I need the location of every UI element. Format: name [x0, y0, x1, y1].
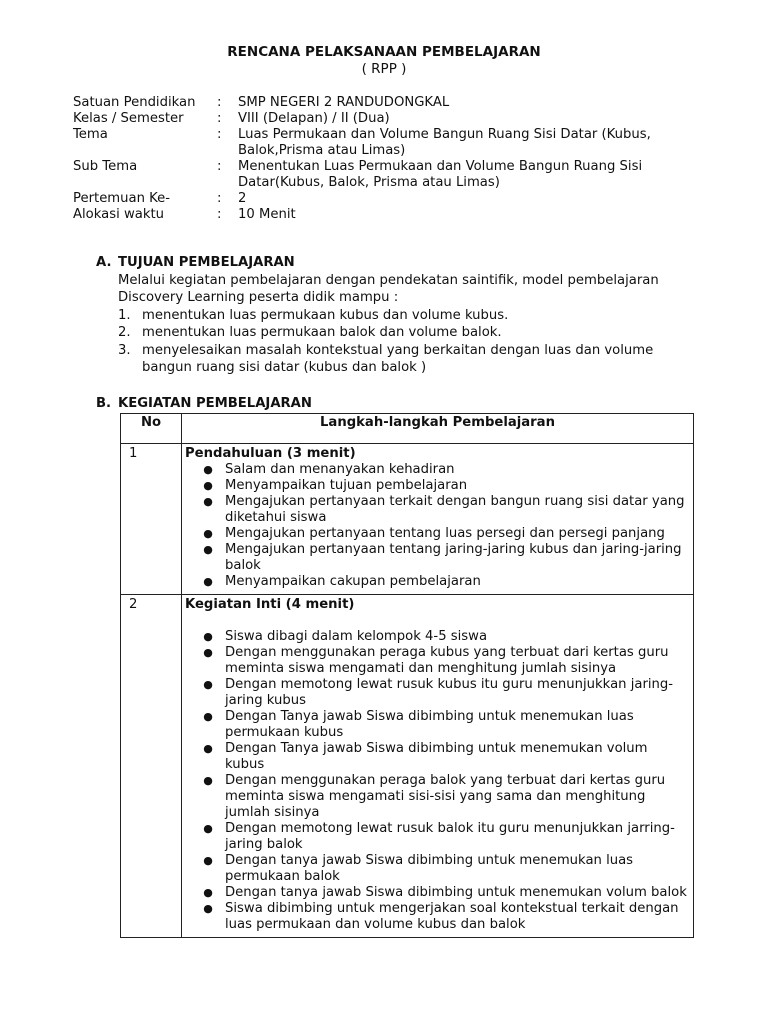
identity-block [73, 95, 693, 223]
bullet-icon: ● [203, 678, 213, 691]
row-steps [182, 595, 694, 938]
list-item [185, 741, 687, 773]
identity-colon: : [217, 95, 222, 110]
list-item-text: Dengan tanya jawab Siswa dibimbing untuk menemukan luas permukaan balok [225, 853, 634, 884]
list-item-text: Dengan memotong lewat rusuk kubus itu guru menunjukkan jaring-jaring kubus [225, 677, 674, 708]
identity-colon: : [217, 159, 222, 174]
objective-number: 2. [118, 325, 131, 340]
list-item-text: Dengan memotong lewat rusuk balok itu guru menunjukkan jarring-jaring balok [225, 821, 675, 852]
identity-label: Alokasi waktu [73, 207, 164, 222]
list-item [185, 574, 687, 590]
objective-item [118, 324, 696, 342]
bullet-icon: ● [203, 479, 213, 492]
list-item [185, 494, 687, 526]
objective-text: menentukan luas permukaan kubus dan volume kubus. [142, 307, 509, 323]
objective-text: menentukan luas permukaan balok dan volume balok. [142, 325, 502, 340]
list-item [185, 885, 687, 901]
identity-colon: : [217, 127, 222, 142]
list-item-text: Dengan menggunakan peraga kubus yang terbuat dari kertas guru meminta siswa mengamati dan menghitung jumlah sisinya [225, 645, 669, 676]
section-kegiatan [96, 396, 696, 411]
bullet-icon: ● [203, 630, 213, 643]
stage-title: Pendahuluan (3 menit) [185, 446, 356, 461]
list-item [185, 709, 687, 741]
column-header-no: No [121, 414, 182, 444]
identity-label: Tema [73, 127, 108, 142]
row-number: 1 [121, 444, 182, 595]
list-item [185, 677, 687, 709]
identity-label: Pertemuan Ke- [73, 191, 170, 206]
table-row [121, 444, 694, 595]
activity-table [120, 413, 694, 938]
identity-colon: : [217, 111, 222, 126]
objective-text: menyelesaikan masalah kontekstual yang berkaitan dengan luas dan volume bangun ruang sisi datar (kubus dan balok ) [142, 342, 654, 375]
bullet-icon: ● [203, 886, 213, 899]
identity-value: 10 Menit [238, 207, 296, 222]
list-item-text: Dengan menggunakan peraga balok yang terbuat dari kertas guru meminta siswa mengamati sisi-sisi yang sama dan menghitung jumlah sisinya [225, 773, 666, 820]
list-item-text: Mengajukan pertanyaan terkait dengan bangun ruang sisi datar yang diketahui siswa [225, 494, 685, 525]
stage-title: Kegiatan Inti (4 menit) [185, 597, 355, 612]
objective-number: 3. [118, 342, 131, 358]
bullet-icon: ● [203, 902, 213, 915]
bullet-icon: ● [203, 646, 213, 659]
list-item [185, 645, 687, 677]
identity-row [73, 111, 693, 127]
identity-value: VIII (Delapan) / II (Dua) [238, 111, 390, 126]
list-item [185, 478, 687, 494]
row-steps [182, 444, 694, 595]
list-item-text: Mengajukan pertanyaan tentang jaring-jaring kubus dan jaring-jaring balok [225, 542, 682, 573]
bullet-icon: ● [203, 774, 213, 787]
list-item-text: Dengan Tanya jawab Siswa dibimbing untuk menemukan luas permukaan kubus [225, 709, 634, 740]
list-item [185, 901, 687, 933]
list-item [185, 853, 687, 885]
list-item-text: Siswa dibimbing untuk mengerjakan soal kontekstual terkait dengan luas permukaan dan volume kubus dan balok [225, 901, 679, 932]
bullet-icon: ● [203, 710, 213, 723]
identity-colon: : [217, 191, 222, 206]
identity-label: Satuan Pendidikan [73, 95, 196, 110]
identity-row [73, 95, 693, 111]
identity-colon: : [217, 207, 222, 222]
section-title: KEGIATAN PEMBELAJARAN [118, 396, 312, 411]
list-item-text: Siswa dibagi dalam kelompok 4-5 siswa [225, 629, 488, 644]
list-item [185, 542, 687, 574]
identity-value: SMP NEGERI 2 RANDUDONGKAL [238, 95, 450, 110]
section-heading [96, 396, 696, 411]
section-heading [96, 254, 696, 272]
bullet-icon: ● [203, 543, 213, 556]
identity-row [73, 127, 693, 159]
list-item-text: Mengajukan pertanyaan tentang luas persegi dan persegi panjang [225, 526, 665, 541]
section-letter: B. [96, 396, 112, 411]
section-tujuan [96, 254, 696, 377]
list-item-text: Salam dan menanyakan kehadiran [225, 462, 455, 477]
bullet-icon: ● [203, 575, 213, 588]
identity-value: Menentukan Luas Permukaan dan Volume Bangun Ruang Sisi Datar(Kubus, Balok, Prisma atau Limas) [238, 159, 643, 190]
objective-item [118, 307, 696, 325]
list-item [185, 462, 687, 478]
bullet-icon: ● [203, 822, 213, 835]
list-item-text: Dengan Tanya jawab Siswa dibimbing untuk menemukan volum kubus [225, 741, 648, 772]
bullet-icon: ● [203, 463, 213, 476]
objective-number: 1. [118, 307, 131, 323]
identity-label: Sub Tema [73, 159, 138, 174]
bullet-icon: ● [203, 742, 213, 755]
identity-row [73, 207, 693, 223]
column-header-steps: Langkah-langkah Pembelajaran [182, 414, 694, 444]
identity-label: Kelas / Semester [73, 111, 184, 126]
list-item-text: Menyampaikan tujuan pembelajaran [225, 478, 468, 493]
bullet-icon: ● [203, 527, 213, 540]
document-subtitle: ( RPP ) [361, 61, 407, 77]
list-item [185, 629, 687, 645]
section-intro: Melalui kegiatan pembelajaran dengan pendekatan saintifik, model pembelajaran Discovery Learning peserta didik mampu : [118, 272, 659, 305]
identity-value: 2 [238, 191, 247, 206]
identity-row [73, 159, 693, 191]
document-title: RENCANA PELAKSANAAN PEMBELAJARAN [227, 44, 541, 60]
list-item [185, 773, 687, 821]
objective-item [118, 342, 696, 377]
list-item [185, 821, 687, 853]
identity-row [73, 191, 693, 207]
bullet-icon: ● [203, 495, 213, 508]
section-letter: A. [96, 255, 112, 270]
list-item-text: Menyampaikan cakupan pembelajaran [225, 574, 481, 589]
identity-value: Luas Permukaan dan Volume Bangun Ruang Sisi Datar (Kubus, Balok,Prisma atau Limas) [238, 127, 651, 158]
section-title: TUJUAN PEMBELAJARAN [118, 255, 295, 270]
list-item [185, 526, 687, 542]
table-header-row [121, 414, 694, 444]
table-row [121, 595, 694, 938]
row-number: 2 [121, 595, 182, 938]
bullet-icon: ● [203, 854, 213, 867]
list-item-text: Dengan tanya jawab Siswa dibimbing untuk menemukan volum balok [225, 885, 687, 900]
